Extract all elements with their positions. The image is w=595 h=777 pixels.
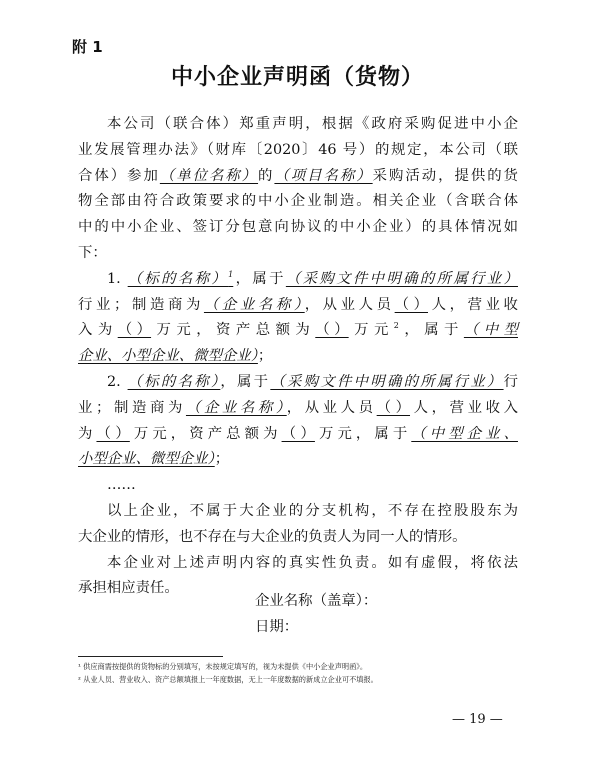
company-name-blank: （企业名称） (185, 399, 287, 416)
intro-line: 业发展管理办法》（财库〔2020〕46 号）的规定，本公司（联 (78, 141, 518, 158)
item2-line (78, 370, 518, 396)
footnote-1: ¹ 供应商需按提供的货物标的分别填写，未按规定填写的，视为未提供《中小企业声明函》。 (78, 662, 368, 671)
statement-line: 承担相应责任。 (78, 580, 179, 597)
text-segment: 人，营业收 (428, 296, 518, 313)
revenue-blank: （ ） (96, 425, 130, 442)
text-segment: 万元，资产总额为 (129, 425, 282, 442)
text-segment: 行 (503, 373, 518, 390)
intro-line: 下： (78, 244, 107, 261)
item2-line (78, 422, 518, 448)
text-segment: ，属于 (398, 322, 464, 339)
industry-blank: （采购文件中明确的所属行业） (270, 373, 504, 390)
text-segment: ； (257, 348, 273, 365)
revenue-blank: （ ） (117, 322, 152, 339)
text-segment: ； (214, 451, 230, 468)
item-number: 1. (107, 270, 128, 287)
employees-blank: （ ） (394, 296, 428, 313)
intro-line: 中的中小企业、签订分包意向协议的中小企业）的具体情况如 (78, 219, 518, 236)
item2-line (78, 447, 518, 473)
company-seal-label: 企业名称（盖章）： (255, 593, 378, 609)
text-segment: 万元 (348, 322, 394, 339)
date-label: 日期： (255, 619, 299, 635)
text-segment: 行业；制造商为 (78, 296, 204, 313)
text-segment: 业；制造商为 (78, 399, 186, 416)
text-segment: ，属于 (233, 270, 286, 287)
scale-blank: 小型企业、微型企业） (78, 451, 215, 468)
project-name-blank: （项目名称） (274, 167, 373, 184)
unit-name-blank: （单位名称） (159, 167, 259, 184)
text-segment: 入为 (78, 322, 118, 339)
item1-line (78, 344, 518, 370)
item1-line (78, 318, 518, 344)
text-segment: ，属于 (220, 373, 271, 390)
intro-line (78, 164, 518, 190)
declaration-body (78, 112, 518, 602)
footnote-mark: 2 (393, 321, 399, 331)
item2-line (78, 396, 518, 422)
ellipsis: …… (107, 477, 136, 494)
footnote-2: ² 从业人员、营业收入、资产总额填报上一年度数据，无上一年度数据的新成立企业可不填报。 (78, 675, 378, 684)
statement-line: 以上企业，不属于大企业的分支机构，不存在控股股东为 (107, 502, 518, 519)
statement-line: 大企业的情形，也不存在与大企业的负责人为同一人的情形。 (78, 528, 467, 545)
text-segment: ，从业人员 (304, 296, 395, 313)
company-name-blank: （企业名称） (203, 296, 305, 313)
item1-line (78, 267, 518, 293)
text-segment: 的 (258, 167, 275, 184)
text-segment: 人，营业收入 (410, 399, 518, 416)
scale-blank: （中型企业、 (411, 425, 518, 442)
text-segment: 为 (78, 425, 97, 442)
statement-line: 本企业对上述声明内容的真实性负责。如有虚假，将依法 (107, 554, 518, 571)
assets-blank: （ ） (315, 322, 349, 339)
subject-name-blank: （标的名称）$^1$ (127, 269, 234, 287)
document-title: 中小企业声明函（货物） (170, 65, 424, 90)
employees-blank: （ ） (376, 399, 411, 416)
assets-blank: （ ） (281, 425, 315, 442)
text-segment: 合体）参加 (78, 167, 160, 184)
footnote-divider (78, 656, 223, 657)
footnote-mark: 1 (228, 269, 234, 279)
text-segment: 万元，属于 (314, 425, 412, 442)
intro-line: 本公司（联合体）郑重声明，根据《政府采购促进中小企 (107, 116, 518, 132)
text-segment: 万元，资产总额为 (151, 322, 316, 339)
intro-line: 物全部由符合政策要求的中小企业制造。相关企业（含联合体 (78, 193, 518, 210)
item-number: 2. (107, 373, 128, 390)
text-segment: 采购活动，提供的货 (372, 167, 518, 184)
industry-blank: （采购文件中明确的所属行业） (285, 270, 518, 287)
subject-name-blank: （标的名称） (127, 373, 221, 390)
page-number: — 19 — (452, 712, 503, 727)
scale-blank: （中型 (463, 322, 518, 339)
annex-label: 附 1 (72, 38, 103, 56)
text-segment: ，从业人员 (286, 399, 377, 416)
item1-line (78, 293, 518, 319)
scale-blank: 企业、小型企业、微型企业） (78, 348, 258, 365)
